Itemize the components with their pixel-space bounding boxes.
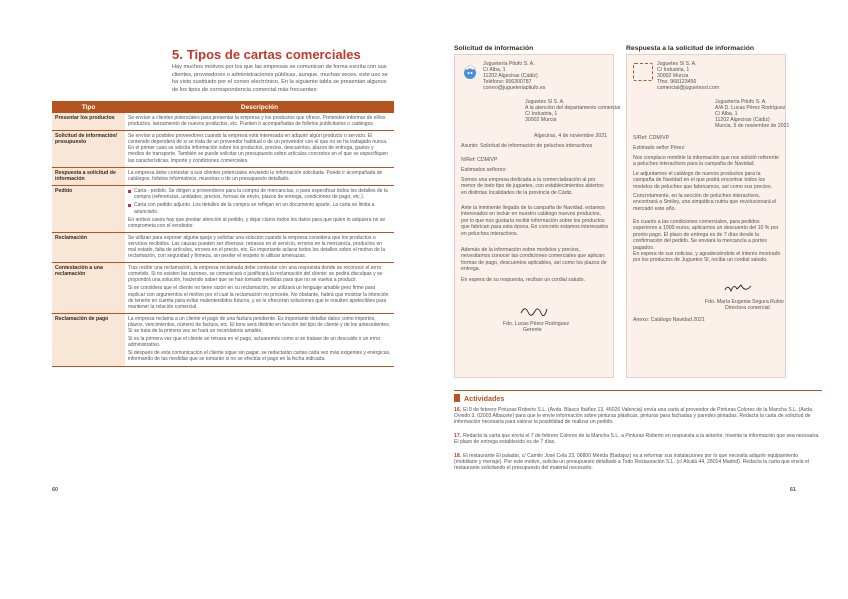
row-type: Pedido (52, 186, 125, 233)
letter-paragraph: Concretamente, en la sección de peluches interactivos, encontrará a Smiley, una simpática nutria que revolucionará el mercado este año. (633, 193, 777, 212)
row-type: Solicitud de información/ presupuesto (52, 131, 125, 167)
solicitud-title: Solicitud de información (454, 45, 534, 52)
sender-line: Tfno. 968123456 (657, 79, 697, 85)
row-type: Reclamación (52, 232, 125, 262)
letter-paragraph: Le adjuntamos el catálogo de nuevos productos para la campaña de Navidad en el que podrá encontrar todos los modelos de peluches que fabricamos, así como sus precios. (633, 171, 772, 190)
respuesta-letter (626, 54, 790, 378)
row-type: Reclamación de pago (52, 313, 125, 366)
table-row (52, 313, 394, 366)
signature-role: Gerente (523, 327, 542, 333)
row-type: Respuesta a solicitud de información (52, 167, 125, 186)
bullet-item: Carta - pedido. Se dirigen a proveedores para la compra de mercancías, o para especificar todos los detalles de la compra (referencias, unidades, precios, formas de envío, plazos de entrega, condiciones de pago, etc.). (128, 188, 391, 200)
row-description: Se utilizan para exponer alguna queja y solicitar una solución cuando la empresa considera que los productos o servicios recibidos. Las causas pueden ser diversas: retrasos en el servicio, errores en la mercancía, productos en mal estado, falta de artículos, errores en el precio, etc. Es importante aclarar todos los detalles sobre el motivo de la reclamación, con seguridad y firmeza, sin perder el respeto ni utilizar amenazas. (125, 232, 394, 262)
sender-line: C/ Alba, 1 (483, 67, 506, 73)
letter-paragraph: En espera de sus noticias, y agradeciéndole el interés mostrado por los productos de Juguetes Sl, reciba un cordial saludo. (633, 251, 781, 264)
smurf-logo-icon (461, 63, 479, 81)
sender-line: 30002 Murcia (657, 73, 689, 79)
attachment-note: Anexo: Catálogo Navidad 2021 (633, 317, 705, 323)
sender-line: C/ Industria, 1 (657, 67, 690, 73)
signature-icon (723, 281, 753, 295)
sender-line: Teléfono: 956300787 (483, 79, 532, 85)
row-type: Presentar los productos (52, 113, 125, 131)
activities-box (454, 390, 822, 485)
letter-greeting: Estimados señores: (461, 167, 507, 173)
signature-name: Fdo. Lucas Pérez Rodríguez (503, 321, 570, 327)
table-row (52, 131, 394, 167)
activity-number: 17. (454, 433, 462, 439)
page-number-left: 60 (52, 487, 59, 493)
table-row (52, 232, 394, 262)
letter-date: Murcia, 5 de noviembre de 2021 (715, 123, 790, 129)
signature-icon (519, 303, 549, 317)
row-description: La empresa reclama a un cliente el pago de una factura pendiente. Es importante detallar datos como importes, plazos, vencimientos, número de factura, etc. El tono será distinto en función del tipo de cliente y de los antecedentes. Si se trata de la primera vez se hará un recordatorio amable. Si es la primera vez que el cliente se retrasa en el pago, actuaremos como si se tratase de un descuido o un error administrativo. Si después de esta comunicación el cliente sigue sin pagar, se redactarán cartas cada vez más exigentes y enérgicas, informando de las medidas que se tomarán si no se efectúa el pago en la fecha indicada. (125, 313, 394, 366)
letter-subject: Asunto: Solicitud de información de peluches interactivos (461, 143, 593, 149)
header-descripcion: Descripción (125, 101, 394, 113)
sender-line: Juguetes Sl S. A. (657, 61, 697, 67)
activity-item: 17. Redacta la carta que envía el 7 de febrero Colores de la Mancha S.L. a Pinturas Roberto en respuesta a la anterior. Inventa la información que sea necesaria. El plazo de entrega establecido es de 7 días. (454, 433, 820, 446)
bullet-item: Carta con pedido adjunto. Los detalles de la compra se reflejan en un documento aparte. La carta se limita a anunciarlo. (128, 202, 391, 214)
table-row (52, 263, 394, 314)
activities-title: Actividades (464, 393, 505, 403)
letter-reference: N/Ref: CDM/VP (461, 157, 498, 163)
intro-paragraph: Hay muchos motivos por los que las empresas se comunican de forma escrita con sus clientes, proveedores o administraciones públicas, aunque, muchas veces, este uso se ha visto sustituido por el correo electrónico. En la siguiente tabla se presentan algunos de los tipos de correspondencia comercial más frecuentes: (172, 64, 388, 93)
recipient-line: A/A D. Lucas Pérez Rodríguez (715, 105, 786, 111)
signature-role: Directora comercial (725, 305, 770, 311)
letter-types-table (52, 101, 394, 367)
letter-paragraph: Somos una empresa dedicada a la comercialización al por menor de todo tipo de juguetes, con establecimientos abiertos en distintas localidades de la provincia de Cádiz. (461, 177, 604, 196)
solicitud-letter (454, 54, 621, 378)
header-tipo: Tipo (52, 101, 125, 113)
section-title: 5. Tipos de cartas comerciales (172, 47, 361, 62)
sender-line: Juguetería Pitufo S. A. (483, 61, 535, 67)
recipient-line: Juguetería Pitufo S. A. (715, 99, 767, 105)
row-description: Tras recibir una reclamación, la empresa reclamada debe contestar con una respuesta donde se reconoce el error cometido. Si no existen las razones, se comunicará o justificará la reclamación del cliente: se pedirá disculpas y se propondrá una solución, haciendo saber que se han tomado medidas para que no se vuelva a producir. Si se considera que el cliente no tiene razón en su reclamación, se utilizará un lenguaje amable pero firme para explicar con argumentos el motivo por el cual la reclamación no procede. No obstante, habrá que mostrar la intención de tenerle en cuenta para evitar malentendidos futuros, y se le ofrecerán soluciones que le resulten apetecibles para mantener la relación comercial. (125, 263, 394, 314)
activity-item: 16. El 8 de febrero Pinturas Roberto S.L. (Avda. Blasco Ibáñez 13, 46026 Valencia) envía una carta al proveedor de Pinturas Colores de la Mancha S.L. (Avda. Oviedo 3, 02003 Albacete) para que le envíe información sobre pinturas plásticas, pinturas para fachadas y paredes pintadas. Redacta la carta de solicitud de información necesaria para valorar la posibilidad de realizar un pedido. (454, 407, 814, 426)
respuesta-title: Respuesta a la solicitud de información (626, 45, 755, 52)
sender-line: 11202 Algeciras (Cádiz) (483, 73, 538, 79)
activities-header (454, 393, 504, 403)
row-description: Se envían a clientes potenciales para presentar la empresa y los productos que ofrece. Pretenden informar de el/los productos, lanzamiento de nuevos productos, etc. Pueden ir acompañadas de folletos publicitarios o catálogos. (125, 113, 394, 131)
letter-paragraph: Nos complace remitirle la información que nos solicitó referente a peluches interactivos para la campaña de Navidad. (633, 155, 779, 168)
page-number-right: 61 (789, 487, 796, 493)
recipient-line: 11202 Algeciras (Cádiz) (715, 117, 770, 123)
recipient-line: Juguetes Sl S. A. (525, 99, 565, 105)
activity-number: 16. (454, 407, 462, 413)
activity-item: 18. El restaurante El paladar, c/ Camilo José Cela 23, 06800 Mérida (Badajoz) va a reformar sus instalaciones por lo que necesita adquirir equipamiento (mobiliario y menaje). Por este motivo, solicita un presupuesto detallado a Todo Restauración S.L. (c/ Alcalá 44, 28014 Madrid). Redacta la carta que envía el restaurante solicitando el presupuesto del material necesario. (454, 453, 809, 472)
recipient-line: C/ Alba, 1 (715, 111, 738, 117)
section-number: 5. (172, 47, 183, 62)
letter-paragraph: Ante la inminente llegada de la campaña de Navidad, estamos interesados en incluir en nuestro catálogo nuevos productos, por lo que nos gustaría recibir información sobre los productos que fabrican para esta época. En concreto estamos interesados en peluches interactivos. (461, 205, 609, 237)
letter-greeting: Estimado señor Pérez: (633, 145, 686, 151)
stamp-logo-icon (633, 63, 653, 81)
letter-date: Algeciras, 4 de noviembre 2021 (534, 133, 607, 139)
letter-reference: S/Ref: CDM/VP (633, 135, 670, 141)
row-type: Contestación a una reclamación (52, 263, 125, 314)
table-header-row (52, 101, 394, 113)
letter-paragraph: Además de la información sobre modelos y precios, necesitamos conocer las condiciones comerciales que aplican: formas de pago, descuentos aplicables, así como los plazos de entrega. (461, 247, 607, 273)
row-description: La empresa debe contestar a sus clientes potenciales enviando la información solicitada. Puede ir acompañada de catálogos, folletos informativos, muestras o de un presupuesto detallado. (125, 167, 394, 186)
activity-number: 18. (454, 453, 462, 459)
sender-line: comercial@juguetessl.com (657, 85, 720, 91)
table-row (52, 167, 394, 186)
letter-paragraph: En cuanto a las condiciones comerciales, para pedidos superiores a 1000 euros, aplicamos un descuento del 10 % por pronto pago. El plazo de entrega es de 7 días desde la confirmación del pedido. Se enviará la mercancía a portes pagados. (633, 219, 779, 251)
recipient-line: 30002 Murcia (525, 117, 557, 123)
table-row (52, 113, 394, 131)
activities-square-icon (454, 394, 460, 402)
letter-paragraph: En espera de su respuesta, reciban un cordial saludo. (461, 277, 586, 283)
row-description: Se envían a posibles proveedores cuando la empresa está interesada en adquirir algún producto o servicio. El contenido dependerá de si se trata de un proveedor habitual o de un proveedor con el que no se ha trabajado nunca. En el primer caso se solicita información sobre los productos, precios, descuentos, plazos de entrega, gastos y medios de transporte. También se puede solicitar un presupuesto sobre artículos concretos en el que se especifiquen las características, importe y condiciones comerciales. (125, 131, 394, 167)
signature-name: Fdo. María Eugenia Segura Rubio (705, 299, 784, 305)
right-page (424, 0, 848, 599)
sender-line: correo@jugueteriapitufo.es (483, 85, 546, 91)
row-description: Carta - pedido. Se dirigen a proveedores para la compra de mercancías, o para especificar todos los detalles de la compra (referencias, unidades, precios, formas de envío, plazos de entrega, condiciones de pago, etc.). Carta con pedido adjunto. Los detalles de la compra se reflejan en un documento aparte. La carta se limita a anunciarlo. En ambos casos hay que prestar atención al pedido, y dejar claros todos los datos para que quien lo adquiera no se comprometa con el vendedor. (125, 186, 394, 233)
table-row (52, 186, 394, 233)
recipient-line: C/ Industria, 1 (525, 111, 558, 117)
recipient-line: A la atención del departamento comercial (525, 105, 621, 111)
